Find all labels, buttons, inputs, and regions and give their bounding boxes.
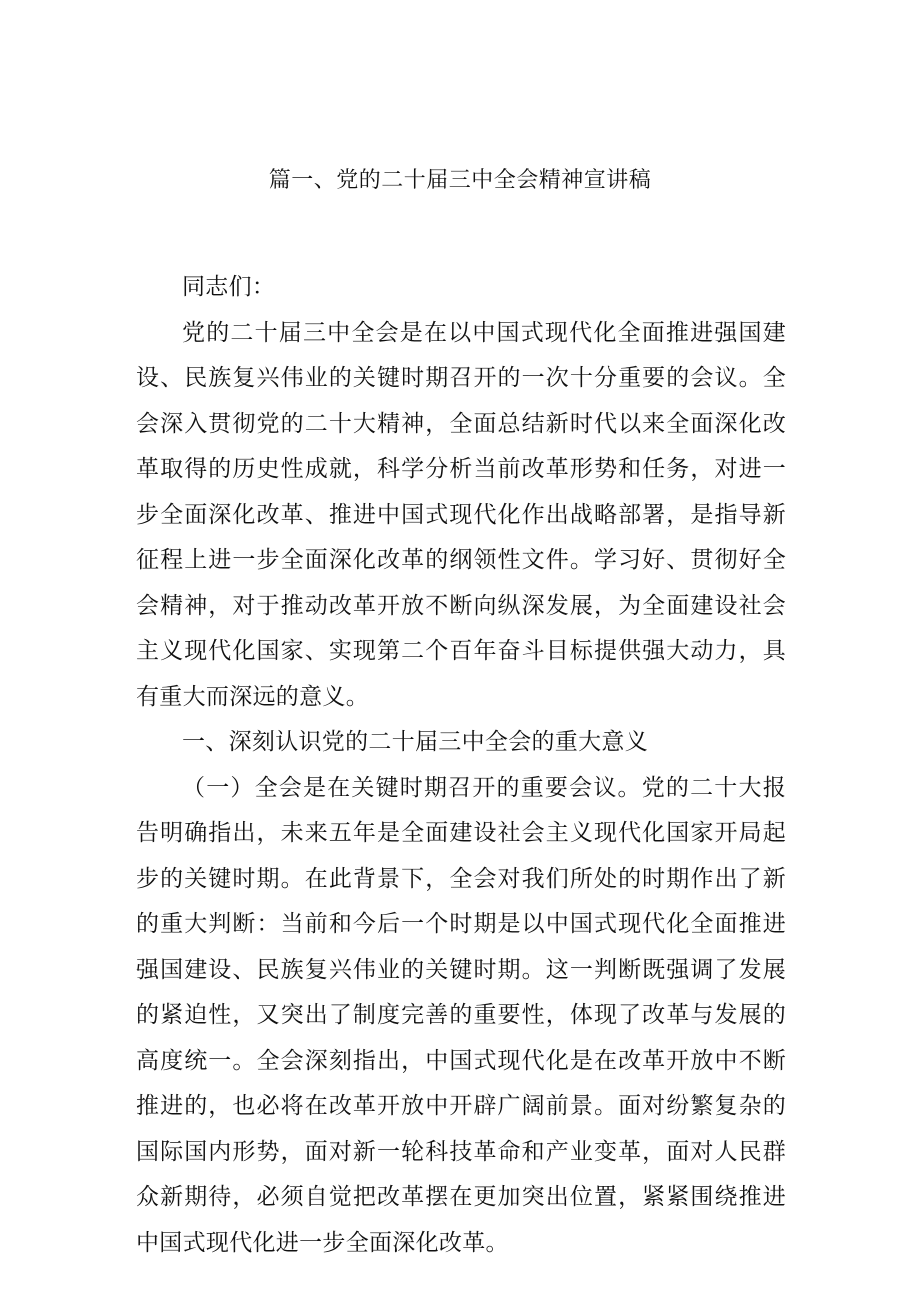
section-heading: 一、深刻认识党的二十届三中全会的重大意义 xyxy=(182,729,648,755)
salutation-paragraph: 同志们： xyxy=(182,274,276,300)
intro-paragraph: 党的二十届三中全会是在以中国式现代化全面推进强国建设、民族复兴伟业的关键时期召开的一次十分重要的会议。全会深入贯彻党的二十大精神，全面总结新时代以来全面深化改革取得的历史性成就，科学分析当前改革形势和任务，对进一步全面深化改革、推进中国式现代化作出战略部署，是指导新征程上进一步全面深化改革的纲领性文件。学习好、贯彻好全会精神，对于推动改革开放不断向纵深发展，为全面建设社会主义现代化国家、实现第二个百年奋斗目标提供强大动力，具有重大而深远的意义。 xyxy=(136,319,786,710)
document-body xyxy=(136,265,786,1266)
document-title: 篇一、党的二十届三中全会精神宣讲稿 xyxy=(268,168,652,193)
subsection-paragraph: （一）全会是在关键时期召开的重要会议。党的二十大报告明确指出，未来五年是全面建设社会主义现代化国家开局起步的关键时期。在此背景下，全会对我们所处的时期作出了新的重大判断：当前和今后一个时期是以中国式现代化全面推进强国建设、民族复兴伟业的关键时期。这一判断既强调了发展的紧迫性，又突出了制度完善的重要性，体现了改革与发展的高度统一。全会深刻指出，中国式现代化是在改革开放中不断推进的，也必将在改革开放中开辟广阔前景。面对纷繁复杂的国际国内形势，面对新一轮科技革命和产业变革，面对人民群众新期待，必须自觉把改革摆在更加突出位置，紧紧围绕推进中国式现代化进一步全面深化改革。 xyxy=(136,774,786,1256)
